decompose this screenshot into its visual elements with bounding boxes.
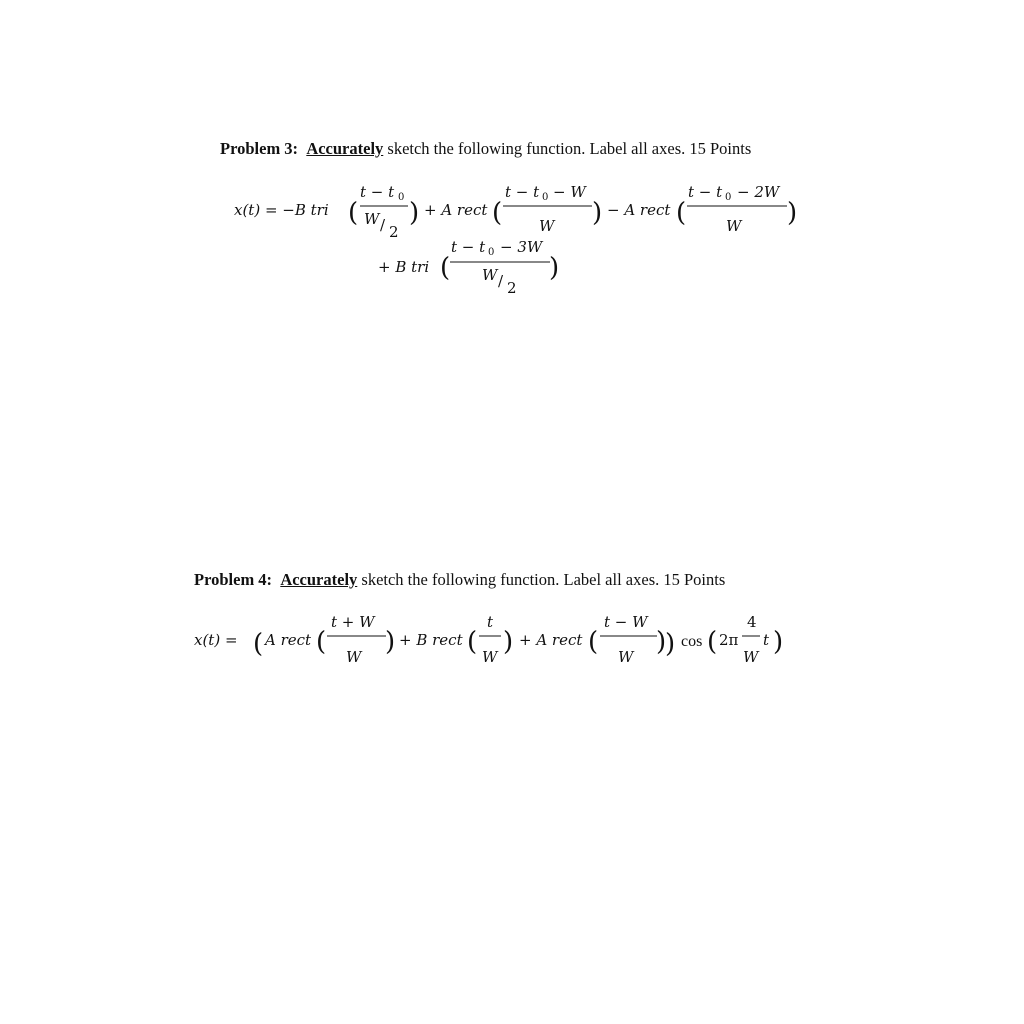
- problem-3-equation-line-2: [378, 238, 559, 297]
- p3-t3-lparen: (: [676, 198, 687, 228]
- p3-t2-num-sub: 0: [542, 192, 549, 203]
- p4-t3-num: t − W: [604, 613, 648, 631]
- p3-op1: + A rect: [424, 201, 488, 219]
- p4-t2-den: W: [482, 648, 498, 666]
- p4-cos-rparen: ): [773, 627, 784, 657]
- problem-4-equation: [194, 613, 783, 666]
- p4-t2-rparen: ): [503, 627, 514, 657]
- p3-t3-rparen: ): [787, 198, 798, 228]
- p4-t3-rparen: ): [656, 627, 667, 657]
- p4-outer-lparen: (: [253, 629, 264, 659]
- problem-3-instruction: sketch the following function. Label all axes. 15 Points: [387, 139, 752, 158]
- p3-t4-lparen: (: [440, 253, 451, 283]
- p4-cos: cos: [681, 633, 703, 650]
- p3-t2-rparen: ): [592, 198, 603, 228]
- p3-op3: + B tri: [378, 258, 430, 276]
- p3-t4-den-two: 2: [507, 279, 517, 297]
- p3-t3-num: t − t: [688, 183, 723, 201]
- p4-t2-num: t: [487, 613, 494, 631]
- p3-t3-num-tail: − 2W: [737, 183, 780, 201]
- p4-lhs: x(t) =: [194, 631, 238, 649]
- problem-3-equation: [234, 183, 797, 241]
- p3-t2-den: W: [539, 217, 555, 235]
- p4-cos-lparen: (: [707, 627, 718, 657]
- p3-t2-lparen: (: [492, 198, 503, 228]
- p4-t3-lparen: (: [588, 627, 599, 657]
- problem-4-label: Problem 4:: [194, 570, 273, 589]
- p3-t1-lparen: (: [348, 198, 359, 228]
- problem-4-emphasis: Accurately: [280, 570, 358, 589]
- p3-t4-den: W: [482, 266, 498, 284]
- p4-t1-lparen: (: [316, 627, 327, 657]
- p4-op1: A rect: [265, 631, 312, 649]
- p4-cos-den: W: [743, 648, 759, 666]
- p3-op2: − A rect: [607, 201, 671, 219]
- p3-t4-rparen: ): [549, 253, 560, 283]
- p4-cos-post: t: [763, 631, 770, 649]
- problem-3-emphasis: Accurately: [306, 139, 384, 158]
- p4-outer-rparen: ): [665, 629, 676, 659]
- problem-4-instruction: sketch the following function. Label all axes. 15 Points: [361, 570, 726, 589]
- p3-t1-den-two: 2: [389, 223, 399, 241]
- p3-t1-den: W: [364, 210, 380, 228]
- p4-cos-pre: 2π: [719, 631, 739, 649]
- p3-t1-num-sub: 0: [398, 192, 405, 203]
- p3-t1-den-slash: /: [380, 216, 386, 234]
- p3-t4-num-sub: 0: [488, 247, 495, 258]
- p3-t4-num-tail: − 3W: [500, 238, 543, 256]
- p3-t2-num: t − t: [505, 183, 540, 201]
- p3-t2-num-tail: − W: [553, 183, 586, 201]
- p4-t1-den: W: [346, 648, 362, 666]
- p3-t3-den: W: [726, 217, 742, 235]
- p4-op2: + B rect: [399, 631, 463, 649]
- p3-t1-rparen: ): [409, 198, 420, 228]
- p3-lhs: x(t) = −B tri: [234, 201, 329, 219]
- p4-t1-rparen: ): [385, 627, 396, 657]
- p4-t3-den: W: [618, 648, 634, 666]
- p4-cos-num: 4: [747, 613, 757, 631]
- p4-t2-lparen: (: [467, 627, 478, 657]
- p3-t1-num: t − t: [360, 183, 395, 201]
- p3-t4-num: t − t: [451, 238, 486, 256]
- p3-t3-num-sub: 0: [725, 192, 732, 203]
- problem-3-label: Problem 3:: [220, 139, 299, 158]
- p4-op3: + A rect: [519, 631, 583, 649]
- p3-t4-den-slash: /: [498, 272, 504, 290]
- p4-t1-num: t + W: [331, 613, 375, 631]
